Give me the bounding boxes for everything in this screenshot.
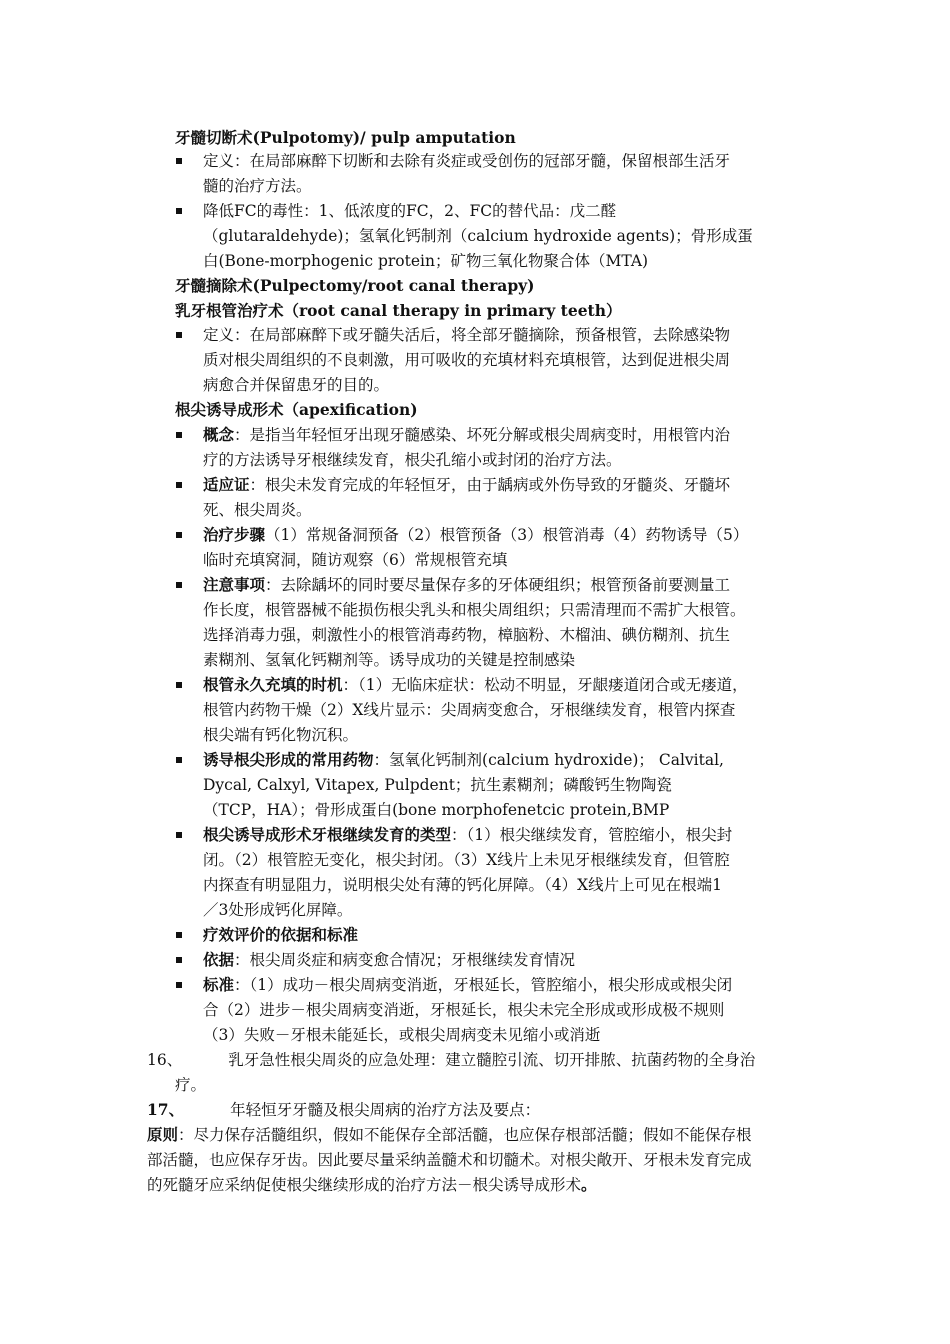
basis-text: ：根尖周炎症和病变愈合情况；牙根继续发育情况 [234,951,576,969]
bullet-icon [176,208,182,214]
steps-text: （1）常规备洞预备（2）根管预备（3）根管消毒（4）药物诱导（5） [265,526,749,544]
basis-line-1 [203,950,575,972]
timing-text: ：（1）无临床症状：松动不明显，牙龈瘘道闭合或无瘘道， [342,676,748,694]
evaluation-heading: 疗效评价的依据和标准 [203,925,359,944]
indication-line-1 [203,475,730,497]
types-text: ：（1）根尖继续发育，管腔缩小，根尖封 [451,826,733,844]
rct-heading: 乳牙根管治疗术（root canal therapy in primary teeth） [175,301,622,320]
item-17-number: 17、 [147,1100,185,1119]
types-line-2: 闭。（2）根管腔无变化，根尖封闭。（3）X线片上未见牙根继续发育，但管腔 [203,851,730,869]
apexification-heading: 根尖诱导成形术（apexification) [175,400,418,419]
indication-text: ：根尖未发育完成的年轻恒牙，由于龋病或外伤导致的牙髓炎、牙髓坏 [249,476,731,494]
pulpotomy-definition-line-1: 定义：在局部麻醉下切断和去除有炎症或受创伤的冠部牙髓，保留根部生活牙 [203,152,731,170]
concept-text: ：是指当年轻恒牙出现牙髓感染、坏死分解或根尖周病变时，用根管内治 [234,426,731,444]
bullet-icon [176,932,182,938]
drugs-line-1 [203,750,724,772]
standard-text: ：（1）成功－根尖周病变消逝，牙根延长，管腔缩小，根尖形成或根尖闭 [234,976,733,994]
concept-label: 概念 [203,425,235,444]
types-line-3: 内探查有明显阻力，说明根尖处有薄的钙化屏障。（4）X线片上可见在根端1 [203,876,723,894]
item-16-line-2: 疗。 [175,1076,207,1094]
bullet-icon [176,832,182,838]
standard-line-1 [203,975,732,997]
bullet-icon [176,957,182,963]
bullet-icon [176,982,182,988]
notes-text: ：去除龋坏的同时要尽量保存多的牙体硬组织；根管预备前要测量工 [265,576,731,594]
indication-line-2: 死、根尖周炎。 [203,501,312,519]
principle-line-3 [147,1175,597,1197]
principle-period: 。 [581,1175,597,1194]
pulpotomy-definition-line-2: 髓的治疗方法。 [203,177,312,195]
bullet-icon [176,482,182,488]
concept-line-2: 疗的方法诱导牙根继续发育，根尖孔缩小或封闭的治疗方法。 [203,451,622,469]
timing-label: 根管永久充填的时机 [203,675,343,694]
timing-line-2: 根管内药物干燥（2）X线片显示：尖周病变愈合，牙根继续发育，根管内探查 [203,701,736,719]
bullet-icon [176,432,182,438]
drugs-label: 诱导根尖形成的常用药物 [203,750,374,769]
item-16-text: 乳牙急性根尖周炎的应急处理：建立髓腔引流、切开排脓、抗菌药物的全身治 [228,1051,756,1069]
item-17-text: 年轻恒牙牙髓及根尖周病的治疗方法及要点： [230,1101,541,1119]
principle-line-1 [147,1125,752,1147]
item-16-line-1 [147,1050,755,1072]
standard-line-3: （3）失败－牙根未能延长，或根尖周病变未见缩小或消逝 [203,1026,601,1044]
types-label: 根尖诱导成形术牙根继续发育的类型 [203,825,452,844]
fc-toxicity-line-1: 降低FC的毒性：1、低浓度的FC，2、FC的替代品：戊二醛 [203,202,617,220]
drugs-line-3: （TCP，HA）；骨形成蛋白(bone morphofenetcic protein,BMP [203,801,670,819]
standard-label: 标准 [203,975,235,994]
pulpotomy-heading: 牙髓切断术(Pulpotomy)/ pulp amputation [175,128,516,147]
steps-line-1 [203,525,748,547]
basis-label: 依据 [203,950,235,969]
rct-definition-line-2: 质对根尖周组织的不良刺激，用可吸收的充填材料充填根管，达到促进根尖周 [203,351,731,369]
rct-definition-line-1: 定义：在局部麻醉下或牙髓失活后，将全部牙髓摘除，预备根管，去除感染物 [203,326,731,344]
fc-toxicity-line-2: （glutaraldehyde)；氢氧化钙制剂（calcium hydroxide agents)；骨形成蛋 [203,227,753,245]
principle-text: ：尽力保存活髓组织，假如不能保存全部活髓，也应保存根部活髓；假如不能保存根 [178,1126,752,1144]
notes-line-3: 选择消毒力强，刺激性小的根管消毒药物，樟脑粉、木榴油、碘仿糊剂、抗生 [203,626,731,644]
principle-label: 原则 [147,1125,179,1144]
fc-toxicity-line-3: 白(Bone-morphogenic protein；矿物三氧化物聚合体（MTA) [203,252,649,270]
principle-line-2: 部活髓，也应保存牙齿。因此要尽量采纳盖髓术和切髓术。对根尖敞开、牙根未发育完成 [147,1151,752,1169]
notes-line-4: 素糊剂、氢氧化钙糊剂等。诱导成功的关键是控制感染 [203,651,576,669]
steps-line-2: 临时充填窝洞，随访观察（6）常规根管充填 [203,551,508,569]
timing-line-3: 根尖端有钙化物沉积。 [203,726,359,744]
bullet-icon [176,158,182,164]
notes-line-1 [203,575,730,597]
principle-text-end: 的死髓牙应采纳促使根尖继续形成的治疗方法－根尖诱导成形术 [147,1176,582,1194]
drugs-text: ：氢氧化钙制剂(calcium hydroxide)； Calvital, [373,751,724,769]
item-16-number: 16、 [147,1051,183,1069]
timing-line-1 [203,675,748,697]
bullet-icon [176,682,182,688]
steps-label: 治疗步骤 [203,525,266,544]
bullet-icon [176,757,182,763]
notes-label: 注意事项 [203,575,266,594]
bullet-icon [176,532,182,538]
bullet-icon [176,332,182,338]
drugs-line-2: Dycal, Calxyl, Vitapex, Pulpdent；抗生素糊剂；磷酸钙生物陶瓷 [203,776,672,794]
types-line-4: ／3处形成钙化屏障。 [203,901,353,919]
indication-label: 适应证 [203,475,250,494]
concept-line-1 [203,425,730,447]
pulpectomy-heading: 牙髓摘除术(Pulpectomy/root canal therapy) [175,276,535,295]
types-line-1 [203,825,732,847]
item-17-line-1 [147,1100,540,1122]
notes-line-2: 作长度，根管器械不能损伤根尖乳头和根尖周组织；只需清理而不需扩大根管。 [203,601,746,619]
rct-definition-line-3: 病愈合并保留患牙的目的。 [203,376,390,394]
bullet-icon [176,582,182,588]
standard-line-2: 合（2）进步－根尖周病变消逝，牙根延长，根尖未完全形成或形成极不规则 [203,1001,725,1019]
